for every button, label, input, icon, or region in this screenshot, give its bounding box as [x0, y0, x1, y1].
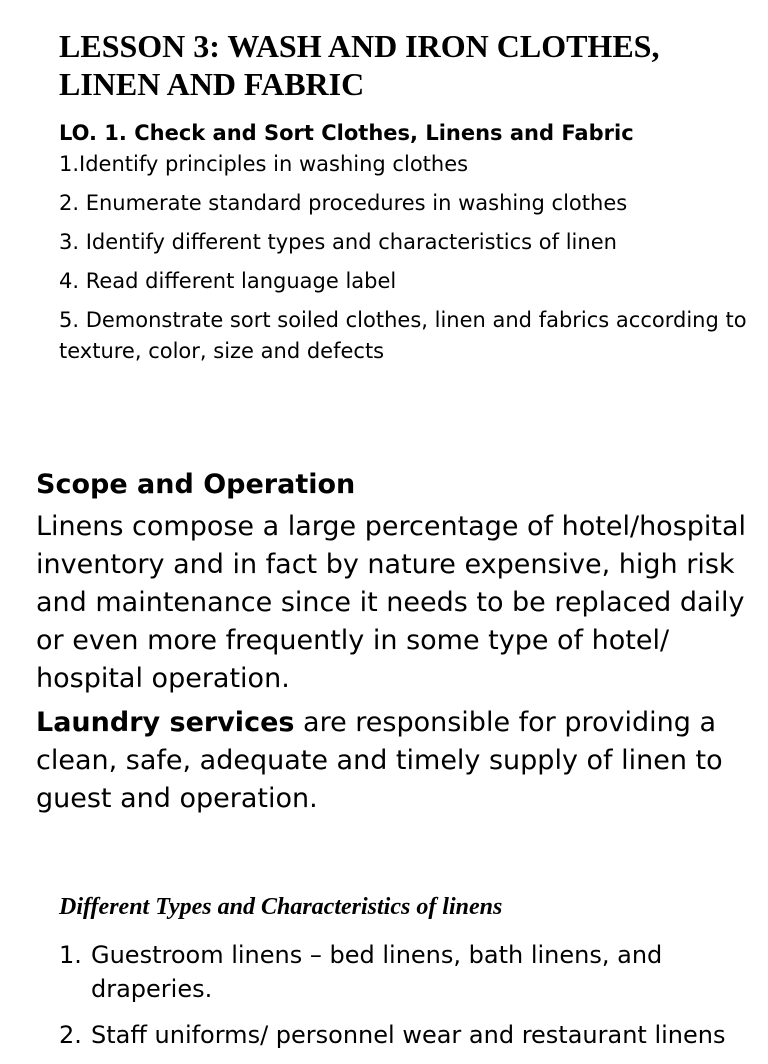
list-item: [59, 938, 749, 1006]
linen-types-list: [59, 938, 749, 1064]
learning-outcome-item: 3. Identify different types and characteristics of linen: [59, 230, 617, 254]
list-item-number: 1.: [59, 941, 82, 969]
laundry-services-description: are responsible for providing a clean, safe, adequate and timely supply of linen to guest and operation.: [36, 707, 723, 814]
list-item: [59, 1018, 749, 1052]
scope-heading: Scope and Operation: [36, 469, 356, 500]
laundry-services-term: Laundry services: [36, 707, 295, 738]
learning-outcome-item: 4. Read different language label: [59, 269, 397, 293]
laundry-services-paragraph: [36, 704, 748, 818]
lesson-title: LESSON 3: WASH AND IRON CLOTHES, LINEN AND FABRIC: [59, 28, 660, 102]
list-item-number: 2.: [59, 1021, 82, 1049]
learning-outcome-heading: LO. 1. Check and Sort Clothes, Linens and Fabric: [59, 121, 634, 145]
learning-outcome-list: [59, 149, 749, 367]
learning-outcome-item: 5. Demonstrate sort soiled clothes, linen and fabrics according to texture, color, size and defects: [59, 308, 747, 363]
list-item-text: Staff uniforms/ personnel wear and restaurant linens: [91, 1021, 726, 1049]
list-item-text: Guestroom linens – bed linens, bath linens, and draperies.: [91, 941, 663, 1003]
learning-outcome-item: 2. Enumerate standard procedures in washing clothes: [59, 191, 628, 215]
learning-outcome-section: [59, 117, 749, 375]
scope-section: [36, 466, 748, 824]
linen-types-heading: Different Types and Characteristics of linens: [59, 894, 503, 920]
scope-paragraph: Linens compose a large percentage of hotel/hospital inventory and in fact by nature expensive, high risk and maintenance since it needs to be replaced daily or even more frequently in some type of hotel/ hospital operation.: [36, 511, 747, 694]
learning-outcome-item: 1.Identify principles in washing clothes: [59, 152, 469, 176]
